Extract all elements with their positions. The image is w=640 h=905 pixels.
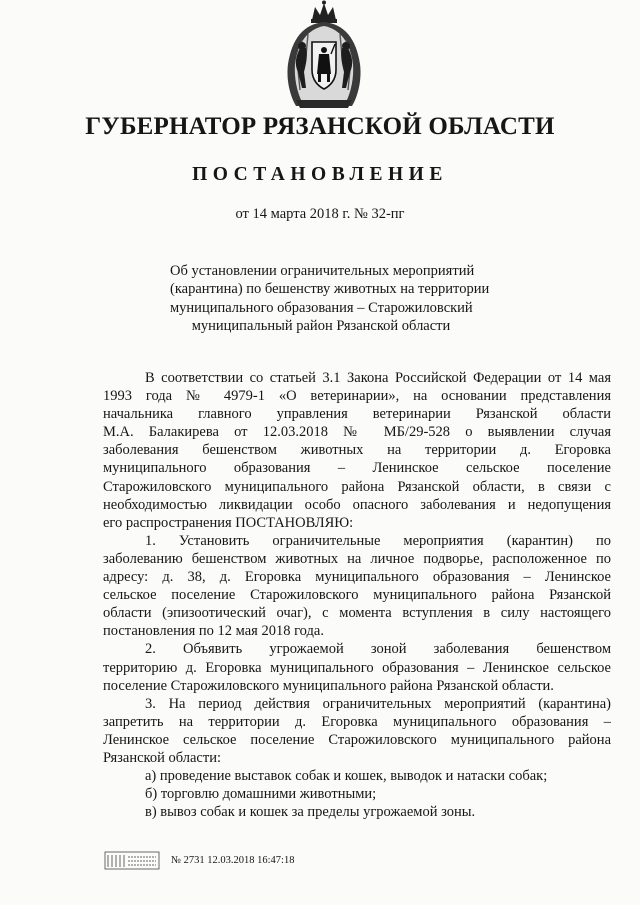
body-line: заболевания бешенством животных на территории д. Егоровка [103, 442, 611, 459]
body-line: 1993 года № 4979-1 «О ветеринарии», на основании представления [103, 388, 611, 405]
body-line: а) проведение выставок собак и кошек, выводок и натаски собак; [145, 768, 548, 785]
body-line: Старожиловского муниципального района Рязанской области, в связи с [103, 478, 611, 495]
body-line: начальника главного управления ветеринарии Рязанской области [103, 406, 611, 423]
document-subject [170, 262, 490, 336]
body-line: Ленинское сельское поселение Старожиловского муниципального района [103, 731, 611, 748]
body-line: заболеванию бешенством животных на личное подворье, расположенное по [103, 550, 611, 567]
body-line: области (эпизоотический очаг), с момента вступления в силу настоящего [103, 605, 611, 622]
body-line: территорию д. Егоровка муниципального образования – Ленинское сельское [103, 659, 611, 676]
body-line: необходимостью ликвидации особо опасного заболевания и недопущения [103, 496, 611, 513]
body-line: б) торговлю домашними животными; [145, 786, 377, 803]
registration-number: № 2731 12.03.2018 16:47:18 [171, 855, 295, 866]
body-line: запретить на территории д. Егоровка муниципального образования – [103, 713, 611, 730]
body-line: сельское поселение Старожиловского муниципального района Рязанской [103, 587, 611, 604]
body-line: В соответствии со статьей 3.1 Закона Российской Федерации от 14 мая [145, 370, 611, 386]
subject-line: (карантина) по бешенству животных на территории [170, 281, 490, 298]
issuer-title: ГУБЕРНАТОР РЯЗАНСКОЙ ОБЛАСТИ [85, 113, 555, 140]
body-line: адресу: д. 38, д. Егоровка муниципального образования – Ленинское [103, 569, 611, 586]
registration-footer [104, 849, 404, 873]
body-line: 1. Установить ограничительные мероприятия (карантин) по [145, 532, 611, 549]
body-line: постановления по 12 мая 2018 года. [103, 623, 324, 640]
document-body [103, 369, 611, 821]
subject-line: муниципальный район Рязанской области [191, 318, 451, 335]
body-line: поселение Старожиловского муниципального района Рязанской области. [103, 677, 554, 694]
body-line: Рязанской области: [103, 749, 221, 766]
body-line: его распространения ПОСТАНОВЛЯЮ: [103, 514, 354, 531]
document-date-number: от 14 марта 2018 г. № 32-пг [235, 206, 405, 222]
body-line: 2. Объявить угрожаемой зоной заболевания бешенством [145, 641, 611, 658]
registry-stamp-icon [104, 849, 160, 871]
body-line: в) вывоз собак и кошек за пределы угрожаемой зоны. [145, 804, 476, 821]
document-type: ПОСТАНОВЛЕНИЕ [192, 164, 448, 185]
body-line: М.А. Балакирева от 12.03.2018 № МБ/29-528 о выявлении случая [103, 424, 611, 441]
subject-line: Об установлении ограничительных мероприятий [170, 263, 475, 279]
ryazan-coat-of-arms-icon [282, 0, 366, 110]
body-line: 3. На период действия ограничительных мероприятий (карантина) [145, 695, 611, 712]
subject-line: муниципального образования – Старожиловский [170, 299, 473, 316]
body-line: муниципального образования – Ленинское сельское поселение [103, 460, 611, 477]
